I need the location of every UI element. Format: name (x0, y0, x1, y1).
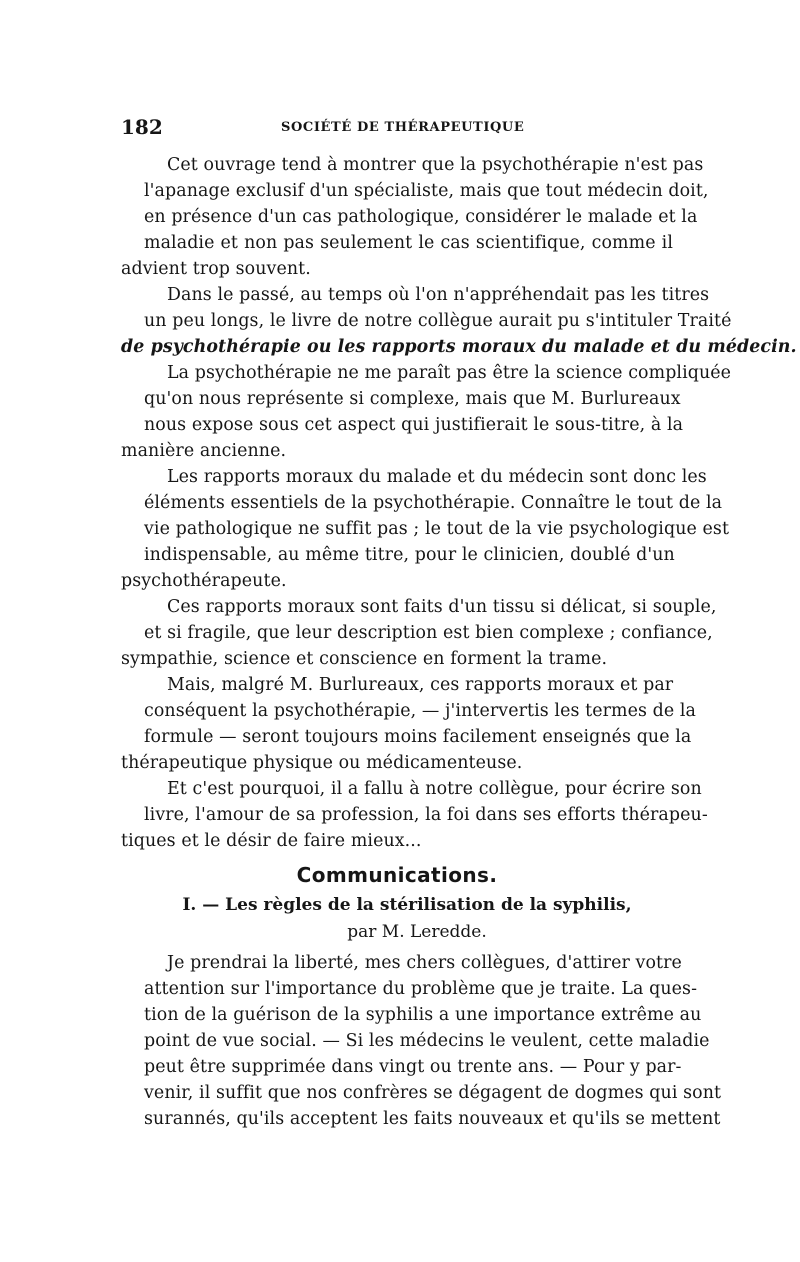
page-number: 182 (121, 115, 163, 139)
paragraph-4 (121, 464, 730, 594)
text-line: Et c'est pourquoi, il a fallu à notre collègue, pour écrire son (167, 779, 702, 799)
text-line: qu'on nous représente si complexe, mais que M. Burlureaux (144, 389, 681, 409)
text-line: tiques et le désir de faire mieux... (121, 831, 422, 851)
text-line: conséquent la psychothérapie, — j'intervertis les termes de la (144, 701, 697, 721)
text-line: Dans le passé, au temps où l'on n'appréhendait pas les titres (167, 285, 710, 305)
text-line: indispensable, au même titre, pour le clinicien, doublé d'un (144, 545, 675, 565)
section-title: Communications. (296, 863, 498, 887)
text-line: éléments essentiels de la psychothérapie. Connaître le tout de la (144, 493, 723, 513)
communication-title: I. — Les règles de la stérilisation de la syphilis, (182, 895, 632, 915)
paragraph-7 (121, 776, 708, 854)
text-line: de psychothérapie ou les rapports moraux du malade et du médecin. (121, 337, 797, 357)
text-line: vie pathologique ne suffit pas ; le tout de la vie psychologique est (144, 519, 730, 539)
text-line: surannés, qu'ils acceptent les faits nouveaux et qu'ils se mettent (144, 1109, 721, 1129)
paragraph-6 (121, 672, 697, 776)
running-title: SOCIÉTÉ DE THÉRAPEUTIQUE (281, 120, 525, 135)
text-line: Je prendrai la liberté, mes chers collègues, d'attirer votre (167, 953, 682, 973)
text-line: Ces rapports moraux sont faits d'un tissu si délicat, si souple, (167, 597, 717, 617)
text-line: attention sur l'importance du problème que je traite. La ques- (144, 979, 698, 999)
paragraph-8 (121, 950, 722, 1132)
text-line: nous expose sous cet aspect qui justifierait le sous-titre, à la (144, 415, 684, 435)
text-line: maladie et non pas seulement le cas scientifique, comme il (144, 233, 673, 253)
paragraph-3 (121, 360, 732, 464)
text-line: un peu longs, le livre de notre collègue aurait pu s'intituler Traité (144, 311, 732, 331)
paragraph-1 (121, 152, 709, 282)
text-line: venir, il suffit que nos confrères se dégagent de dogmes qui sont (144, 1083, 722, 1103)
text-line: advient trop souvent. (121, 259, 311, 279)
text-line: Cet ouvrage tend à montrer que la psychothérapie n'est pas (167, 155, 704, 175)
text-line: livre, l'amour de sa profession, la foi dans ses efforts thérapeu- (144, 805, 708, 825)
text-line: La psychothérapie ne me paraît pas être la science compliquée (167, 363, 732, 383)
text-line: point de vue social. — Si les médecins le veulent, cette maladie (144, 1031, 710, 1051)
text-line: psychothérapeute. (121, 571, 287, 591)
text-line: l'apanage exclusif d'un spécialiste, mais que tout médecin doit, (144, 181, 709, 201)
text-line: thérapeutique physique ou médicamenteuse. (121, 753, 523, 773)
text-line: Les rapports moraux du malade et du médecin sont donc les (167, 467, 707, 487)
text-line: manière ancienne. (121, 441, 287, 461)
text-line: et si fragile, que leur description est bien complexe ; confiance, (144, 623, 713, 643)
paragraph-5 (121, 594, 717, 672)
text-line: peut être supprimée dans vingt ou trente ans. — Pour y par- (144, 1057, 682, 1077)
author-byline: par M. Leredde. (347, 922, 487, 942)
paragraph-2 (121, 282, 797, 360)
text-line: en présence d'un cas pathologique, considérer le malade et la (144, 207, 698, 227)
text-line: Mais, malgré M. Burlureaux, ces rapports moraux et par (167, 675, 674, 695)
text-line: sympathie, science et conscience en forment la trame. (121, 649, 608, 669)
text-line: formule — seront toujours moins facilement enseignés que la (144, 727, 692, 747)
text-body (121, 152, 797, 1132)
running-head (121, 113, 673, 141)
text-line: tion de la guérison de la syphilis a une importance extrême au (144, 1005, 702, 1025)
